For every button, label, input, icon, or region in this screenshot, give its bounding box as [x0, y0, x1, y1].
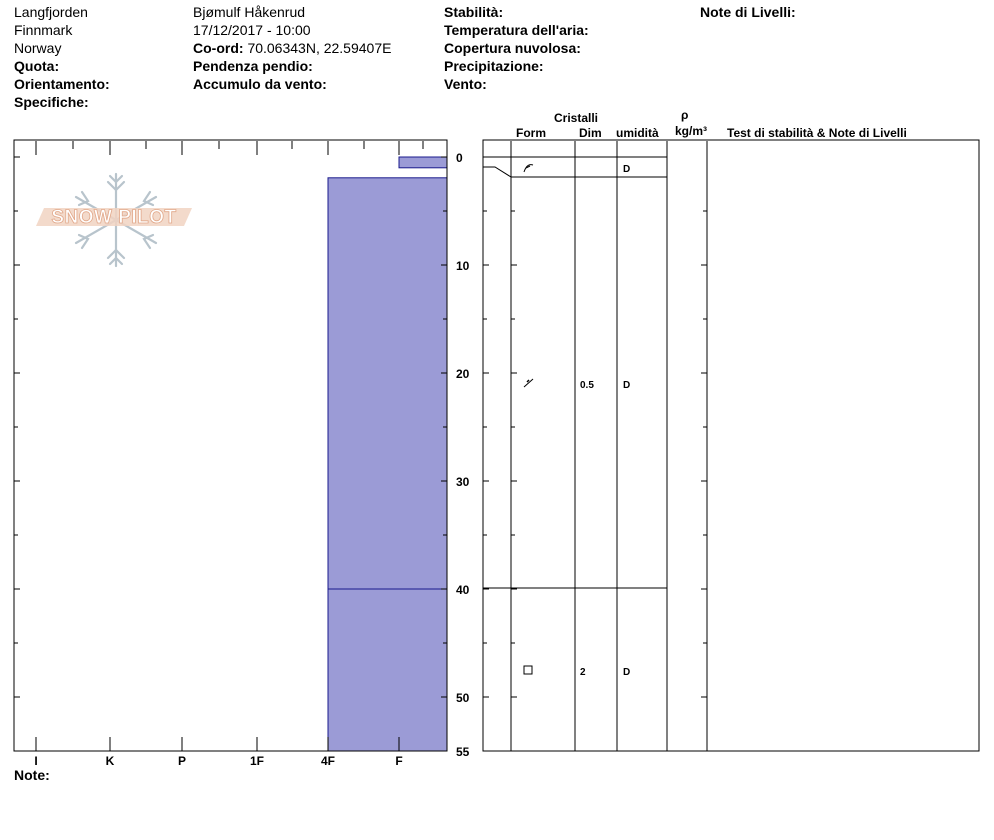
y-tick-label: 40 [456, 583, 470, 597]
crystals-header: Cristalli [554, 111, 599, 125]
faceted-crystal-icon [524, 666, 532, 674]
form-header: Form [516, 126, 546, 140]
rho-header: ρ [681, 108, 689, 122]
x-tick-label: F [395, 754, 403, 768]
observation-datetime: 17/12/2017 - 10:00 [193, 22, 311, 38]
stability-notes-header: Test di stabilità & Note di Livelli [727, 126, 907, 140]
x-tick-label: 4F [320, 754, 336, 768]
y-tick-label: 20 [456, 367, 470, 381]
wind-loading-label: Accumulo da vento: [193, 76, 327, 92]
specifics-label: Specifiche: [14, 94, 89, 110]
table-row [524, 666, 630, 678]
logo-text: SNOW PILOT [51, 207, 177, 228]
x-tick-label: I [34, 754, 38, 768]
layer-table-frame [483, 140, 979, 751]
grain-size-value: 2 [580, 667, 586, 678]
moisture-header: umidità [616, 126, 659, 140]
slope-label: Pendenza pendio: [193, 58, 313, 74]
layer-connector [483, 167, 511, 177]
density-unit-header: kg/m³ [675, 124, 708, 138]
x-tick-label: P [177, 754, 187, 768]
decomposing-fragment-icon-mark [527, 380, 529, 382]
dim-header: Dim [579, 126, 602, 140]
y-tick-label: 55 [456, 745, 470, 759]
x-tick-label: 1F [249, 754, 265, 768]
moisture-value: D [623, 164, 631, 175]
notes-label: Note: [14, 767, 50, 783]
location-line-3: Norway [14, 40, 62, 56]
moisture-value: D [623, 667, 631, 678]
moisture-value: D [623, 380, 631, 391]
air-temperature-label: Temperatura dell'aria: [444, 22, 589, 38]
precipitation-label: Precipitazione: [444, 58, 544, 74]
location-line-2: Finnmark [14, 22, 73, 38]
orientation-label: Orientamento: [14, 76, 110, 92]
location-line-1: Langfjorden [14, 4, 88, 20]
precipitation-particle-icon [524, 165, 533, 172]
y-tick-label: 0 [456, 151, 463, 165]
coordinates: Co-ord: 70.06343N, 22.59407E [193, 40, 392, 56]
quota-label: Quota: [14, 58, 60, 74]
observer-name: Bjømulf Håkenrud [193, 4, 306, 20]
wind-label: Vento: [444, 76, 487, 92]
y-tick-label: 50 [456, 691, 470, 705]
table-row [524, 379, 630, 391]
cloud-cover-label: Copertura nuvolosa: [444, 40, 581, 56]
layer-notes-label: Note di Livelli: [700, 4, 796, 20]
grain-size-value: 0.5 [580, 380, 594, 391]
table-row [524, 164, 630, 175]
stability-label: Stabilità: [444, 4, 504, 20]
y-tick-label: 10 [456, 259, 470, 273]
x-tick-label: K [105, 754, 115, 768]
y-tick-label: 30 [456, 475, 470, 489]
